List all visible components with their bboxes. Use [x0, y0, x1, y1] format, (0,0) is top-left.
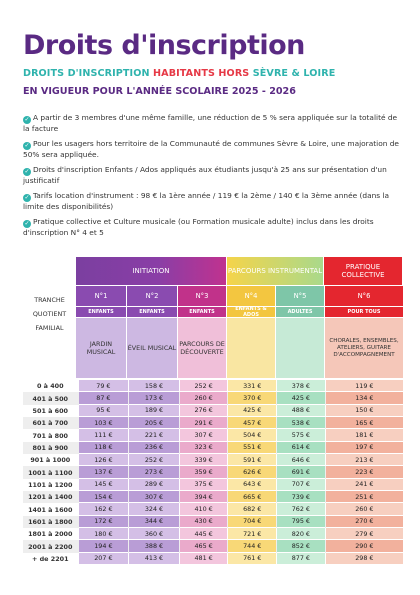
check-icon: ✓ — [24, 142, 30, 150]
fee-cell: 291 € — [180, 417, 228, 429]
col-label: PARCOURS DE DÉCOUVERTE — [178, 318, 226, 378]
col-label — [227, 318, 275, 378]
fee-cell: 877 € — [277, 553, 325, 565]
fee-cell: 614 € — [277, 442, 325, 454]
table-row — [23, 380, 403, 392]
fee-rows — [23, 380, 403, 565]
tranche-range: 1601 à 1800 — [28, 517, 73, 526]
validity-line: EN VIGUEUR POUR L'ANNÉE SCOLAIRE 2025 - 2026 — [23, 86, 296, 97]
col-num: N°6 — [325, 286, 403, 306]
fee-cell: 413 € — [129, 553, 179, 565]
fee-cell: 307 € — [180, 429, 228, 441]
col-label — [276, 318, 324, 378]
fee-cell: 323 € — [180, 442, 228, 454]
tranche-range: + de 2201 — [32, 554, 69, 563]
fee-cell: 575 € — [277, 429, 325, 441]
page-title: Droits d'inscription — [23, 30, 305, 61]
fee-cell: 359 € — [180, 466, 228, 478]
fee-cell: 425 € — [228, 405, 276, 417]
fee-cell: 197 € — [326, 442, 403, 454]
fee-cell: 236 € — [129, 442, 179, 454]
tranche-header-line: FAMILIAL — [35, 324, 64, 332]
fee-cell: 221 € — [129, 429, 179, 441]
tranche-range: 701 à 800 — [32, 431, 68, 440]
table-row — [23, 429, 403, 441]
table-row — [23, 417, 403, 429]
fee-cell: 205 € — [129, 417, 179, 429]
fee-cell: 194 € — [79, 540, 129, 552]
fee-cell: 290 € — [326, 540, 403, 552]
fee-cell: 260 € — [326, 503, 403, 515]
subtitle-part3: SÈVRE & LOIRE — [249, 68, 336, 79]
fee-cell: 119 € — [326, 380, 403, 392]
col-num: N°3 — [178, 286, 226, 306]
tranche-header-line: TRANCHE — [34, 296, 65, 304]
fee-cell: 378 € — [277, 380, 325, 392]
fee-cell: 251 € — [326, 491, 403, 503]
table-row — [23, 479, 403, 491]
fee-cell: 852 € — [277, 540, 325, 552]
fee-cell: 158 € — [129, 380, 179, 392]
group-initiation: INITIATION — [76, 257, 226, 285]
fee-cell: 538 € — [277, 417, 325, 429]
fee-cell: 744 € — [228, 540, 276, 552]
check-icon: ✓ — [24, 168, 30, 176]
tranche-range: 1001 à 1100 — [28, 468, 73, 477]
fee-cell: 181 € — [326, 429, 403, 441]
fee-cell: 279 € — [326, 528, 403, 540]
tranche-range: 0 à 400 — [37, 382, 64, 391]
fee-cell: 481 € — [180, 553, 228, 565]
tranche-range: 401 à 500 — [32, 394, 68, 403]
fee-cell: 410 € — [180, 503, 228, 515]
table-row — [23, 503, 403, 515]
fee-cell: 324 € — [129, 503, 179, 515]
bullet-text: A partir de 3 membres d'une même famille, une réduction de 5 % sera appliquée sur la totalité de la facture — [23, 113, 398, 133]
fee-cell: 761 € — [228, 553, 276, 565]
fee-table — [23, 257, 403, 565]
subtitle-part1: DROITS D'INSCRIPTION — [23, 68, 154, 79]
fee-cell: 691 € — [277, 466, 325, 478]
fee-cell: 388 € — [129, 540, 179, 552]
fee-cell: 665 € — [228, 491, 276, 503]
fee-cell: 795 € — [277, 516, 325, 528]
tranche-range: 501 à 600 — [32, 406, 68, 415]
fee-cell: 189 € — [129, 405, 179, 417]
fee-cell: 626 € — [228, 466, 276, 478]
tranche-header-line: QUOTIENT — [32, 310, 67, 318]
fee-cell: 260 € — [180, 392, 228, 404]
fee-cell: 646 € — [277, 454, 325, 466]
fee-cell: 95 € — [79, 405, 129, 417]
bullet-item — [23, 139, 405, 160]
tranche-range: 1801 à 2000 — [28, 530, 73, 539]
tranche-range: 601 à 700 — [32, 419, 68, 428]
fee-cell: 103 € — [79, 417, 129, 429]
fee-cell: 721 € — [228, 528, 276, 540]
fee-cell: 298 € — [326, 553, 403, 565]
col-num: N°5 — [276, 286, 324, 306]
fee-cell: 707 € — [277, 479, 325, 491]
fee-cell: 273 € — [129, 466, 179, 478]
fee-cell: 591 € — [228, 454, 276, 466]
table-row — [23, 466, 403, 478]
group-pratique: PRATIQUE COLLECTIVE — [324, 257, 402, 285]
col-num: N°2 — [127, 286, 177, 306]
fee-cell: 339 € — [180, 454, 228, 466]
fee-cell: 173 € — [129, 392, 179, 404]
check-icon: ✓ — [24, 220, 30, 228]
tranche-range: 901 à 1000 — [30, 456, 71, 465]
bullet-text: Pour les usagers hors territoire de la Communauté de communes Sèvre & Loire, une majoration de 50% sera appliquée. — [23, 139, 399, 160]
tranche-range: 1401 à 1600 — [28, 505, 73, 514]
table-row — [23, 405, 403, 417]
fee-cell: 252 € — [129, 454, 179, 466]
fee-cell: 430 € — [180, 516, 228, 528]
col-audience: ENFANTS — [127, 307, 177, 317]
bullet-item — [23, 165, 405, 186]
fee-cell: 360 € — [129, 528, 179, 540]
subtitle — [23, 68, 335, 79]
fee-cell: 241 € — [326, 479, 403, 491]
bullet-text: Droits d'inscription Enfants / Ados appliqués aux étudiants jusqu'à 25 ans sur présentation d'un justificatif — [23, 165, 387, 186]
info-bullets — [23, 113, 405, 243]
fee-cell: 820 € — [277, 528, 325, 540]
fee-cell: 207 € — [79, 553, 129, 565]
col-label: CHORALES, ENSEMBLES, ATELIERS, GUITARE D'ACCOMPAGNEMENT — [325, 318, 403, 378]
fee-cell: 739 € — [277, 491, 325, 503]
fee-cell: 145 € — [79, 479, 129, 491]
fee-cell: 165 € — [326, 417, 403, 429]
check-icon: ✓ — [24, 116, 30, 123]
fee-cell: 457 € — [228, 417, 276, 429]
subtitle-highlight: HABITANTS HORS — [153, 68, 250, 79]
col-num: N°4 — [227, 286, 275, 306]
col-audience: POUR TOUS — [325, 307, 403, 317]
fee-cell: 344 € — [129, 516, 179, 528]
fee-cell: 394 € — [180, 491, 228, 503]
fee-cell: 150 € — [326, 405, 403, 417]
fee-cell: 213 € — [326, 454, 403, 466]
fee-cell: 643 € — [228, 479, 276, 491]
table-row — [23, 491, 403, 503]
fee-cell: 762 € — [277, 503, 325, 515]
fee-cell: 331 € — [228, 380, 276, 392]
tranche-range: 1101 à 1200 — [28, 480, 73, 489]
table-row — [23, 528, 403, 540]
fee-cell: 370 € — [228, 392, 276, 404]
col-num: N°1 — [76, 286, 126, 306]
fee-cell: 223 € — [326, 466, 403, 478]
fee-cell: 111 € — [79, 429, 129, 441]
table-row — [23, 454, 403, 466]
fee-cell: 375 € — [180, 479, 228, 491]
fee-cell: 488 € — [277, 405, 325, 417]
table-row — [23, 553, 403, 565]
table-row — [23, 442, 403, 454]
fee-cell: 134 € — [326, 392, 403, 404]
fee-cell: 180 € — [79, 528, 129, 540]
table-row — [23, 540, 403, 552]
col-audience: ENFANTS — [76, 307, 126, 317]
table-row — [23, 516, 403, 528]
fee-cell: 551 € — [228, 442, 276, 454]
fee-cell: 682 € — [228, 503, 276, 515]
fee-cell: 154 € — [79, 491, 129, 503]
bullet-item — [23, 113, 405, 134]
col-audience: ENFANTS & ADOS — [227, 307, 275, 317]
tranche-range: 801 à 900 — [32, 443, 68, 452]
fee-cell: 425 € — [277, 392, 325, 404]
fee-cell: 252 € — [180, 380, 228, 392]
group-parcours: PARCOURS INSTRUMENTAL — [227, 257, 323, 285]
col-audience: ENFANTS — [178, 307, 226, 317]
col-audience: ADULTES — [276, 307, 324, 317]
fee-cell: 445 € — [180, 528, 228, 540]
fee-cell: 79 € — [79, 380, 129, 392]
fee-cell: 276 € — [180, 405, 228, 417]
bullet-item — [23, 191, 405, 212]
table-row — [23, 392, 403, 404]
tranche-range: 1201 à 1400 — [28, 493, 73, 502]
fee-cell: 126 € — [79, 454, 129, 466]
fee-cell: 704 € — [228, 516, 276, 528]
fee-cell: 137 € — [79, 466, 129, 478]
fee-cell: 504 € — [228, 429, 276, 441]
tranche-range: 2001 à 2200 — [28, 542, 73, 551]
col-label: JARDIN MUSICAL — [76, 318, 126, 378]
tranche-header — [23, 257, 76, 348]
bullet-text: Pratique collective et Culture musicale (ou Formation musicale adulte) inclus dans les droits d'inscription N° 4 et 5 — [23, 217, 374, 238]
fee-cell: 307 € — [129, 491, 179, 503]
col-label: ÉVEIL MUSICAL — [127, 318, 177, 378]
fee-cell: 162 € — [79, 503, 129, 515]
fee-cell: 118 € — [79, 442, 129, 454]
bullet-item — [23, 217, 405, 238]
fee-cell: 172 € — [79, 516, 129, 528]
fee-cell: 465 € — [180, 540, 228, 552]
bullet-text: Tarifs location d'instrument : 98 € la 1ère année / 119 € la 2ème / 140 € la 3ème année (dans la limite des disponibilités) — [23, 191, 390, 212]
fee-cell: 270 € — [326, 516, 403, 528]
fee-cell: 87 € — [79, 392, 129, 404]
fee-cell: 289 € — [129, 479, 179, 491]
check-icon: ✓ — [24, 194, 30, 202]
